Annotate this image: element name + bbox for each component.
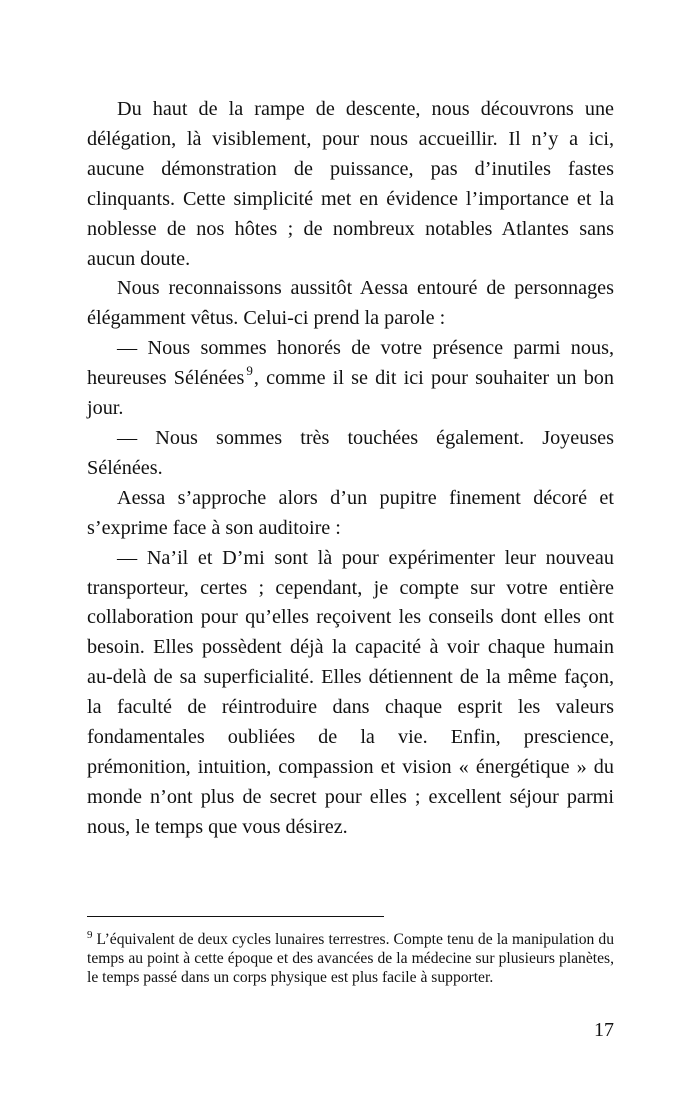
body-text xyxy=(87,95,614,843)
footnote-text: L’équivalent de deux cycles lunaires terrestres. Compte tenu de la manipulation du temps au point à cette époque et des avancées de la médecine sur plusieurs planètes, le temps passé dans un corps physique est plus facile à supporter. xyxy=(87,931,614,986)
page-number: 17 xyxy=(594,1019,614,1041)
footnote-marker: 9 xyxy=(87,929,93,941)
footnote-divider xyxy=(87,916,384,917)
paragraph: Du haut de la rampe de descente, nous découvrons une délégation, là visiblement, pour nous accueillir. Il n’y a ici, aucune démonstration de puissance, pas d’inutiles fastes clinquants. Cette simplicité met en évidence l’importance et la noblesse de nos hôtes ; de nombreux notables Atlantes sans aucun doute. xyxy=(87,98,614,270)
footnote-reference[interactable]: 9 xyxy=(246,363,253,379)
dialogue-text: , comme il se dit ici pour souhaiter un bon jour. xyxy=(87,367,614,420)
paragraph: Aessa s’approche alors d’un pupitre finement décoré et s’exprime face à son auditoire : xyxy=(87,486,614,539)
dialogue-text: — Nous sommes honorés de votre présence parmi nous, heureuses Sélénées xyxy=(87,337,614,390)
paragraph: — Nous sommes très touchées également. Joyeuses Sélénées. xyxy=(87,426,614,479)
paragraph: — Na’il et D’mi sont là pour expérimenter leur nouveau transporteur, certes ; cependant, je compte sur votre entière collaboration pour qu’elles reçoivent les conseils dont elles ont besoin. Elles possèdent déjà la capacité à voir chaque humain au-delà de sa superficialité. Elles détiennent de la même façon, la faculté de réintroduire dans chaque esprit les valeurs fondamentales oubliées de la vie. Enfin, prescience, prémonition, intuition, compassion et vision « énergétique » du monde n’ont plus de secret pour elles ; excellent séjour parmi nous, le temps que vous désirez. xyxy=(87,546,614,838)
paragraph-with-footnote-ref xyxy=(87,334,614,424)
footnote xyxy=(87,930,614,987)
paragraph: Nous reconnaissons aussitôt Aessa entouré de personnages élégamment vêtus. Celui-ci prend la parole : xyxy=(87,277,614,330)
